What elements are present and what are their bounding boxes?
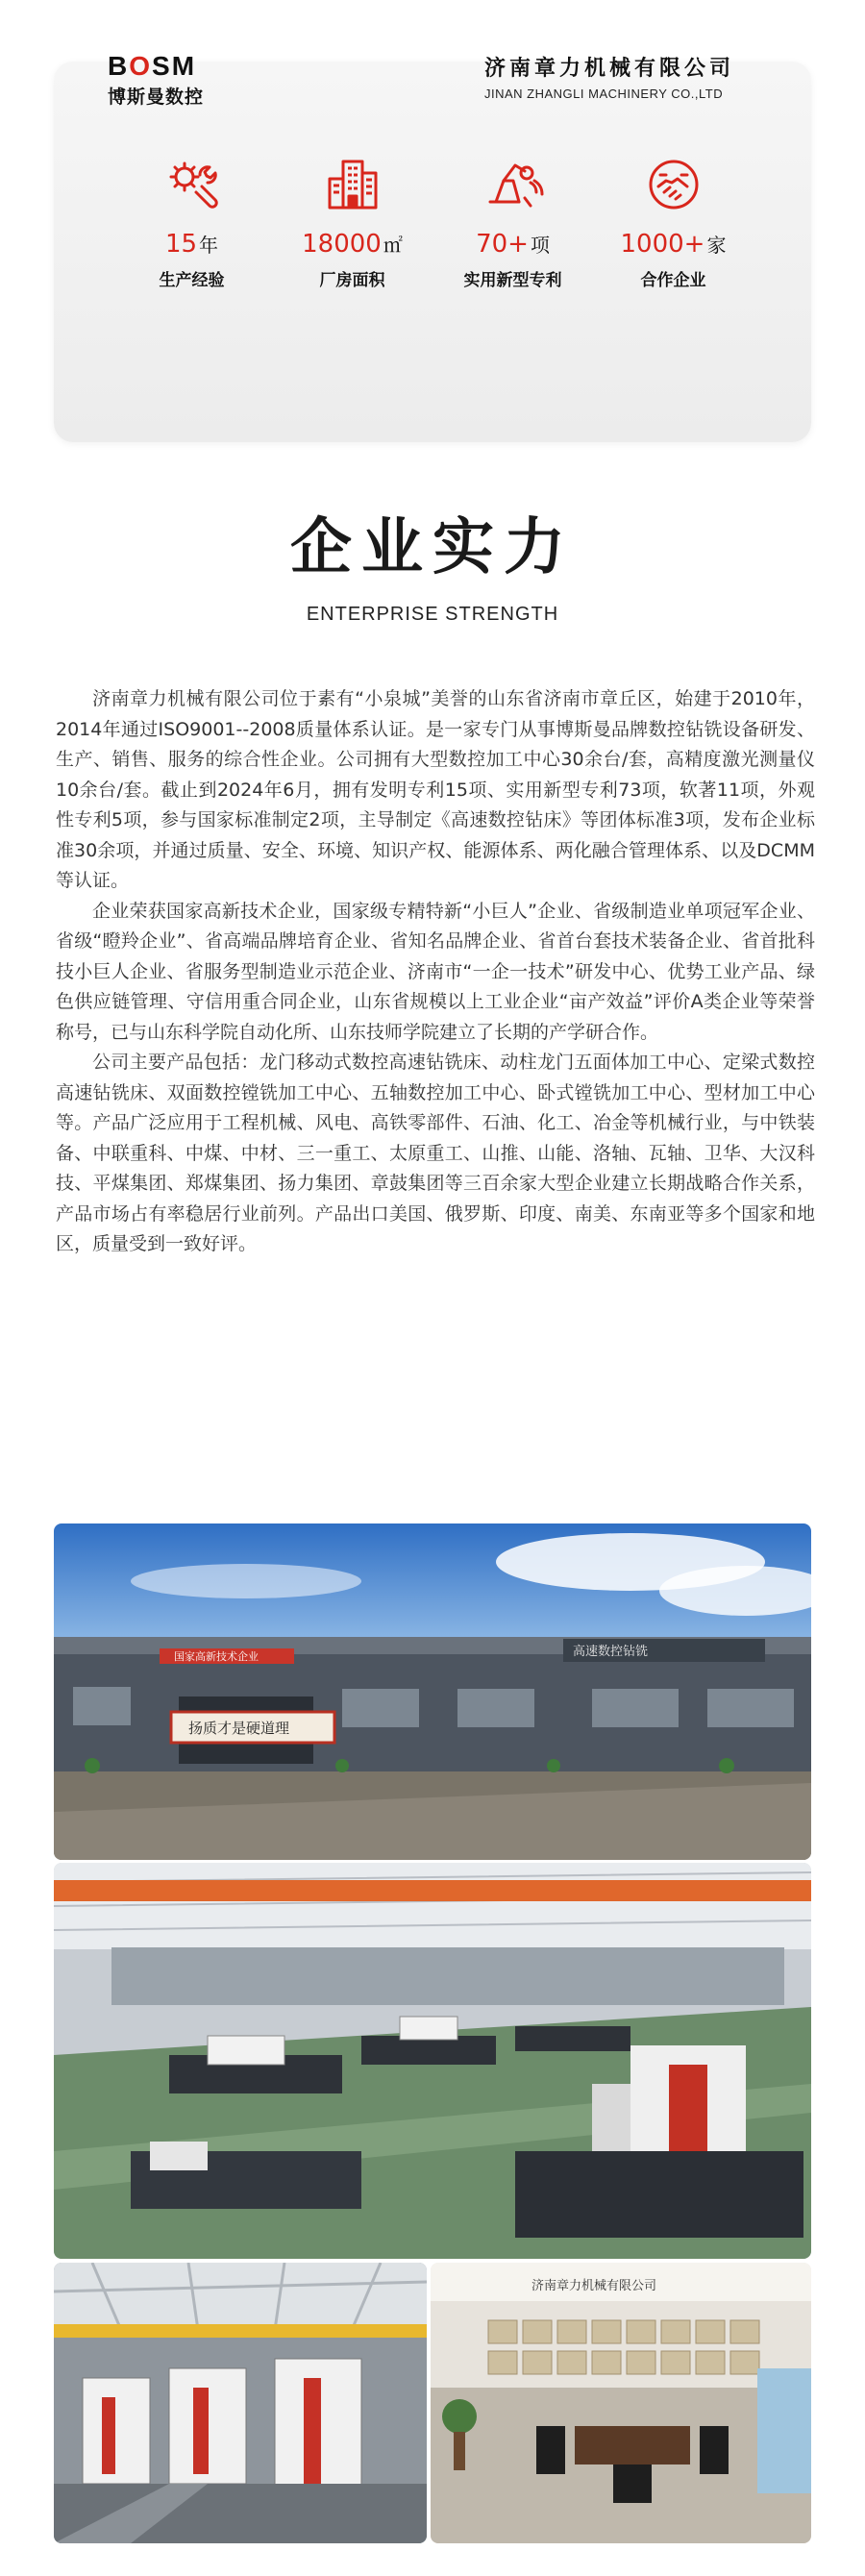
intro-paragraph-3: 公司主要产品包括：龙门移动式数控高速钻铣床、动柱龙门五面体加工中心、定梁式数控高速钻铣床、双面数控镗铣加工中心、五轴数控加工中心、卧式镗铣加工中心、型材加工中心等。产品广泛应用于工程机械、风电、高铁零部件、石油、化工、冶金等机械行业，与中铁装备、中联重科、中煤、中材、三一重工、太原重工、山推、山能、洛轴、瓦轴、卫华、大汉科技、平煤集团、郑煤集团、扬力集团、章鼓集团等三百余家大型企业建立长期战略合作关系，产品市场占有率稳居行业前列。产品出口美国、俄罗斯、印度、南美、东南亚等多个国家和地区，质量受到一致好评。: [56, 1052, 815, 1254]
section-subtitle: ENTERPRISE STRENGTH: [306, 604, 559, 625]
company-intro: [56, 684, 815, 1260]
intro-paragraph-2: 企业荣获国家高新技术企业，国家级专精特新“小巨人”企业、省级制造业单项冠军企业、省级“瞪羚企业”、省高端品牌培育企业、省知名品牌企业、省首台套技术装备企业、省首批科技小巨人企业、省服务型制造业示范企业、济南市“一企一技术”研发中心、优势工业产品、绿色供应链管理、守信用重合同企业，山东省规模以上工业企业“亩产效益”评价A类企业等荣誉称号，已与山东科学院自动化所、山东技师学院建立了长期的产学研合作。: [56, 900, 815, 1043]
facade-banner: 扬质才是硬道理: [188, 1720, 290, 1737]
stat-label: 厂房面积: [319, 271, 385, 290]
stat-value: 15: [164, 230, 198, 259]
stat-patents: [441, 154, 585, 290]
facade-sign-left: 国家高新技术企业: [174, 1650, 259, 1663]
wrench-gear-icon: [161, 154, 223, 215]
stat-unit: 项: [530, 234, 550, 257]
photo-workshop-interior: [54, 1863, 811, 2259]
stat-value: 70+: [476, 230, 529, 259]
stat-value: 18000: [302, 230, 382, 259]
stats-row: [54, 154, 811, 290]
intro-paragraph-1: 济南章力机械有限公司位于素有“小泉城”美誉的山东省济南市章丘区，始建于2010年，2014年通过ISO9001--2008质量体系认证。是一家专门从事博斯曼品牌数控钻铣设备研发、生产、销售、服务的综合性企业。公司拥有大型数控加工中心30余台/套，高精度激光测量仪10余台/套。截止到2024年6月，拥有发明专利15项、实用新型专利73项，软著11项，外观性专利5项，参与国家标准制定2项，主导制定《高速数控钻床》等团体标准3项，发布企业标准30余项，并通过质量、安全、环境、知识产权、能源体系、两化融合管理体系、以及DCMM等认证。: [56, 688, 815, 891]
logo-accent-letter: O: [129, 51, 153, 81]
office-banner: 济南章力机械有限公司: [531, 2279, 657, 2293]
section-title: 企业实力: [290, 512, 575, 583]
stat-label: 合作企业: [640, 271, 706, 290]
photo-factory-facade: [54, 1523, 811, 1860]
stat-unit: 家: [706, 234, 727, 257]
company-name-en: JINAN ZHANGLI MACHINERY CO.,LTD: [484, 87, 724, 101]
factory-building-icon: [322, 154, 383, 215]
logo-mark: BOSM: [108, 51, 197, 81]
logo-subtitle: 博斯曼数控: [108, 87, 205, 108]
stat-experience: [120, 154, 264, 290]
photo-office-honor-wall: [431, 2263, 811, 2543]
stat-label: 生产经验: [159, 271, 225, 290]
stat-factory-area: [281, 154, 425, 290]
partner-handshake-icon: [643, 154, 704, 215]
facade-sign-right: 高速数控钻铣: [573, 1645, 649, 1659]
brand-logo: [108, 52, 319, 109]
stat-label: 实用新型专利: [463, 271, 562, 290]
facade-illustration: [54, 1523, 811, 1860]
stat-value: 1000+: [620, 230, 705, 259]
stat-unit: ㎡: [383, 234, 403, 257]
stat-partners: [602, 154, 746, 290]
company-name-block: [484, 56, 773, 101]
stat-unit: 年: [199, 234, 219, 257]
photo-gantry-machines: [54, 2263, 427, 2543]
patent-machine-icon: [482, 154, 544, 215]
company-name-cn: 济南章力机械有限公司: [484, 57, 735, 81]
